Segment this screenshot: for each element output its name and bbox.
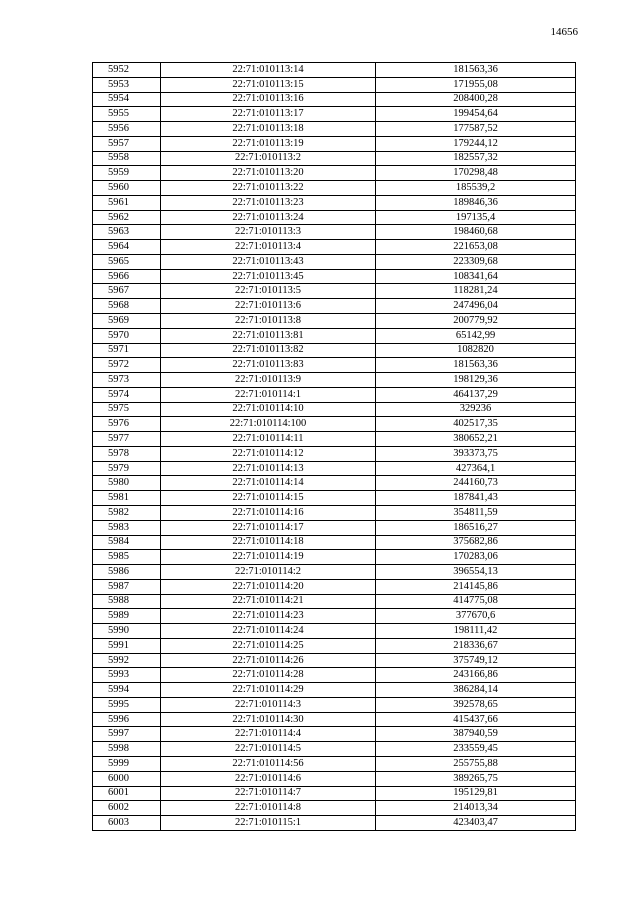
value-cell: 214145,86: [376, 579, 576, 594]
value-cell: 375682,86: [376, 535, 576, 550]
cadastral-number-cell: 22:71:010114:25: [161, 638, 376, 653]
table-row: [93, 786, 576, 801]
value-cell: 208400,28: [376, 92, 576, 107]
cadastral-number-cell: 22:71:010114:5: [161, 742, 376, 757]
row-number-cell: 5954: [93, 92, 161, 107]
table-row: [93, 505, 576, 520]
value-cell: 427364,1: [376, 461, 576, 476]
row-number-cell: 6001: [93, 786, 161, 801]
cadastral-number-cell: 22:71:010114:21: [161, 594, 376, 609]
cadastral-number-cell: 22:71:010113:23: [161, 195, 376, 210]
row-number-cell: 5964: [93, 240, 161, 255]
row-number-cell: 5999: [93, 756, 161, 771]
cadastral-number-cell: 22:71:010114:24: [161, 624, 376, 639]
row-number-cell: 5971: [93, 343, 161, 358]
table-row: [93, 742, 576, 757]
value-cell: 233559,45: [376, 742, 576, 757]
value-cell: 402517,35: [376, 417, 576, 432]
value-cell: 189846,36: [376, 195, 576, 210]
value-cell: 199454,64: [376, 107, 576, 122]
table-row: [93, 727, 576, 742]
table-row: [93, 122, 576, 137]
table-row: [93, 92, 576, 107]
table-row: [93, 683, 576, 698]
table-row: [93, 579, 576, 594]
cadastral-number-cell: 22:71:010114:26: [161, 653, 376, 668]
cadastral-number-cell: 22:71:010114:100: [161, 417, 376, 432]
table-row: [93, 136, 576, 151]
table-row: [93, 446, 576, 461]
row-number-cell: 5953: [93, 77, 161, 92]
row-number-cell: 5987: [93, 579, 161, 594]
row-number-cell: 5955: [93, 107, 161, 122]
table-row: [93, 328, 576, 343]
cadastral-number-cell: 22:71:010114:19: [161, 550, 376, 565]
table-row: [93, 269, 576, 284]
cadastral-number-cell: 22:71:010113:17: [161, 107, 376, 122]
row-number-cell: 5997: [93, 727, 161, 742]
value-cell: 396554,13: [376, 565, 576, 580]
table-row: [93, 358, 576, 373]
cadastral-number-cell: 22:71:010113:2: [161, 151, 376, 166]
row-number-cell: 5985: [93, 550, 161, 565]
cadastral-number-cell: 22:71:010113:83: [161, 358, 376, 373]
table-row: [93, 77, 576, 92]
cadastral-number-cell: 22:71:010114:1: [161, 387, 376, 402]
row-number-cell: 5990: [93, 624, 161, 639]
cadastral-number-cell: 22:71:010114:16: [161, 505, 376, 520]
cadastral-number-cell: 22:71:010113:14: [161, 63, 376, 78]
value-cell: 185539,2: [376, 181, 576, 196]
table-row: [93, 476, 576, 491]
value-cell: 329236: [376, 402, 576, 417]
value-cell: 197135,4: [376, 210, 576, 225]
value-cell: 387940,59: [376, 727, 576, 742]
value-cell: 179244,12: [376, 136, 576, 151]
value-cell: 186516,27: [376, 520, 576, 535]
table-row: [93, 653, 576, 668]
cadastral-number-cell: 22:71:010115:1: [161, 816, 376, 831]
table-row: [93, 756, 576, 771]
row-number-cell: 5996: [93, 712, 161, 727]
row-number-cell: 5984: [93, 535, 161, 550]
row-number-cell: 5992: [93, 653, 161, 668]
row-number-cell: 5956: [93, 122, 161, 137]
row-number-cell: 5961: [93, 195, 161, 210]
table-row: [93, 63, 576, 78]
row-number-cell: 5986: [93, 565, 161, 580]
table-row: [93, 151, 576, 166]
value-cell: 223309,68: [376, 254, 576, 269]
table-row: [93, 491, 576, 506]
value-cell: 181563,36: [376, 358, 576, 373]
table-row: [93, 254, 576, 269]
cadastral-number-cell: 22:71:010113:4: [161, 240, 376, 255]
cadastral-number-cell: 22:71:010114:8: [161, 801, 376, 816]
value-cell: 389265,75: [376, 771, 576, 786]
table-row: [93, 314, 576, 329]
value-cell: 181563,36: [376, 63, 576, 78]
value-cell: 170283,06: [376, 550, 576, 565]
value-cell: 65142,99: [376, 328, 576, 343]
value-cell: 415437,66: [376, 712, 576, 727]
table-row: [93, 107, 576, 122]
cadastral-number-cell: 22:71:010114:11: [161, 432, 376, 447]
table-row: [93, 520, 576, 535]
table-row: [93, 181, 576, 196]
cadastral-number-cell: 22:71:010113:19: [161, 136, 376, 151]
row-number-cell: 5983: [93, 520, 161, 535]
value-cell: 1082820: [376, 343, 576, 358]
table-row: [93, 816, 576, 831]
value-cell: 414775,08: [376, 594, 576, 609]
value-cell: 171955,08: [376, 77, 576, 92]
table-row: [93, 461, 576, 476]
value-cell: 464137,29: [376, 387, 576, 402]
value-cell: 218336,67: [376, 638, 576, 653]
table-row: [93, 373, 576, 388]
row-number-cell: 5998: [93, 742, 161, 757]
table-row: [93, 565, 576, 580]
cadastral-number-cell: 22:71:010113:5: [161, 284, 376, 299]
cadastral-number-cell: 22:71:010113:9: [161, 373, 376, 388]
cadastral-number-cell: 22:71:010114:23: [161, 609, 376, 624]
cadastral-number-cell: 22:71:010113:3: [161, 225, 376, 240]
value-cell: 423403,47: [376, 816, 576, 831]
cadastral-number-cell: 22:71:010113:8: [161, 314, 376, 329]
value-cell: 243166,86: [376, 668, 576, 683]
value-cell: 247496,04: [376, 299, 576, 314]
table-row: [93, 771, 576, 786]
cadastral-number-cell: 22:71:010113:20: [161, 166, 376, 181]
table-row: [93, 668, 576, 683]
page-number: 14656: [550, 26, 578, 38]
row-number-cell: 5970: [93, 328, 161, 343]
value-cell: 392578,65: [376, 697, 576, 712]
row-number-cell: 5957: [93, 136, 161, 151]
cadastral-number-cell: 22:71:010114:10: [161, 402, 376, 417]
table-row: [93, 225, 576, 240]
table-row: [93, 801, 576, 816]
cadastral-number-cell: 22:71:010113:45: [161, 269, 376, 284]
value-cell: 198111,42: [376, 624, 576, 639]
value-cell: 118281,24: [376, 284, 576, 299]
table-row: [93, 432, 576, 447]
cadastral-number-cell: 22:71:010113:22: [161, 181, 376, 196]
cadastral-number-cell: 22:71:010114:14: [161, 476, 376, 491]
value-cell: 200779,92: [376, 314, 576, 329]
cadastral-number-cell: 22:71:010114:4: [161, 727, 376, 742]
table-row: [93, 166, 576, 181]
row-number-cell: 5976: [93, 417, 161, 432]
cadastral-number-cell: 22:71:010114:2: [161, 565, 376, 580]
row-number-cell: 5969: [93, 314, 161, 329]
cadastral-number-cell: 22:71:010114:15: [161, 491, 376, 506]
value-cell: 380652,21: [376, 432, 576, 447]
table-row: [93, 402, 576, 417]
cadastral-number-cell: 22:71:010113:82: [161, 343, 376, 358]
row-number-cell: 5963: [93, 225, 161, 240]
cadastral-number-cell: 22:71:010113:43: [161, 254, 376, 269]
value-cell: 221653,08: [376, 240, 576, 255]
row-number-cell: 5981: [93, 491, 161, 506]
row-number-cell: 5975: [93, 402, 161, 417]
cadastral-number-cell: 22:71:010114:30: [161, 712, 376, 727]
row-number-cell: 5960: [93, 181, 161, 196]
value-cell: 354811,59: [376, 505, 576, 520]
row-number-cell: 5978: [93, 446, 161, 461]
value-cell: 195129,81: [376, 786, 576, 801]
row-number-cell: 5968: [93, 299, 161, 314]
table-row: [93, 299, 576, 314]
row-number-cell: 5993: [93, 668, 161, 683]
table-row: [93, 417, 576, 432]
value-cell: 214013,34: [376, 801, 576, 816]
table-row: [93, 638, 576, 653]
row-number-cell: 5991: [93, 638, 161, 653]
table-row: [93, 624, 576, 639]
cadastral-number-cell: 22:71:010114:56: [161, 756, 376, 771]
cadastral-number-cell: 22:71:010114:7: [161, 786, 376, 801]
row-number-cell: 5965: [93, 254, 161, 269]
table-row: [93, 387, 576, 402]
cadastral-number-cell: 22:71:010114:17: [161, 520, 376, 535]
row-number-cell: 5959: [93, 166, 161, 181]
value-cell: 255755,88: [376, 756, 576, 771]
table-row: [93, 609, 576, 624]
value-cell: 187841,43: [376, 491, 576, 506]
row-number-cell: 5962: [93, 210, 161, 225]
row-number-cell: 5973: [93, 373, 161, 388]
cadastral-number-cell: 22:71:010113:15: [161, 77, 376, 92]
value-cell: 170298,48: [376, 166, 576, 181]
value-cell: 108341,64: [376, 269, 576, 284]
value-cell: 377670,6: [376, 609, 576, 624]
cadastral-number-cell: 22:71:010114:3: [161, 697, 376, 712]
value-cell: 393373,75: [376, 446, 576, 461]
cadastral-number-cell: 22:71:010114:18: [161, 535, 376, 550]
value-cell: 198460,68: [376, 225, 576, 240]
row-number-cell: 5994: [93, 683, 161, 698]
cadastral-number-cell: 22:71:010114:20: [161, 579, 376, 594]
table-row: [93, 240, 576, 255]
row-number-cell: 5952: [93, 63, 161, 78]
row-number-cell: 5989: [93, 609, 161, 624]
table-row: [93, 195, 576, 210]
row-number-cell: 5974: [93, 387, 161, 402]
table-row: [93, 594, 576, 609]
table-row: [93, 550, 576, 565]
value-cell: 386284,14: [376, 683, 576, 698]
cadastral-value-table: [92, 62, 576, 831]
table-row: [93, 712, 576, 727]
cadastral-number-cell: 22:71:010114:6: [161, 771, 376, 786]
table-body: [93, 63, 576, 831]
row-number-cell: 5967: [93, 284, 161, 299]
row-number-cell: 6003: [93, 816, 161, 831]
row-number-cell: 5982: [93, 505, 161, 520]
cadastral-number-cell: 22:71:010114:29: [161, 683, 376, 698]
value-cell: 244160,73: [376, 476, 576, 491]
cadastral-number-cell: 22:71:010114:12: [161, 446, 376, 461]
cadastral-number-cell: 22:71:010113:6: [161, 299, 376, 314]
row-number-cell: 5972: [93, 358, 161, 373]
cadastral-number-cell: 22:71:010114:28: [161, 668, 376, 683]
cadastral-number-cell: 22:71:010114:13: [161, 461, 376, 476]
table-row: [93, 343, 576, 358]
row-number-cell: 5988: [93, 594, 161, 609]
value-cell: 198129,36: [376, 373, 576, 388]
row-number-cell: 5995: [93, 697, 161, 712]
row-number-cell: 5980: [93, 476, 161, 491]
table-row: [93, 535, 576, 550]
value-cell: 177587,52: [376, 122, 576, 137]
cadastral-number-cell: 22:71:010113:81: [161, 328, 376, 343]
table-row: [93, 697, 576, 712]
table-row: [93, 210, 576, 225]
row-number-cell: 6000: [93, 771, 161, 786]
row-number-cell: 6002: [93, 801, 161, 816]
row-number-cell: 5958: [93, 151, 161, 166]
table-row: [93, 284, 576, 299]
cadastral-number-cell: 22:71:010113:16: [161, 92, 376, 107]
cadastral-number-cell: 22:71:010113:24: [161, 210, 376, 225]
row-number-cell: 5977: [93, 432, 161, 447]
value-cell: 375749,12: [376, 653, 576, 668]
value-cell: 182557,32: [376, 151, 576, 166]
row-number-cell: 5979: [93, 461, 161, 476]
cadastral-number-cell: 22:71:010113:18: [161, 122, 376, 137]
row-number-cell: 5966: [93, 269, 161, 284]
